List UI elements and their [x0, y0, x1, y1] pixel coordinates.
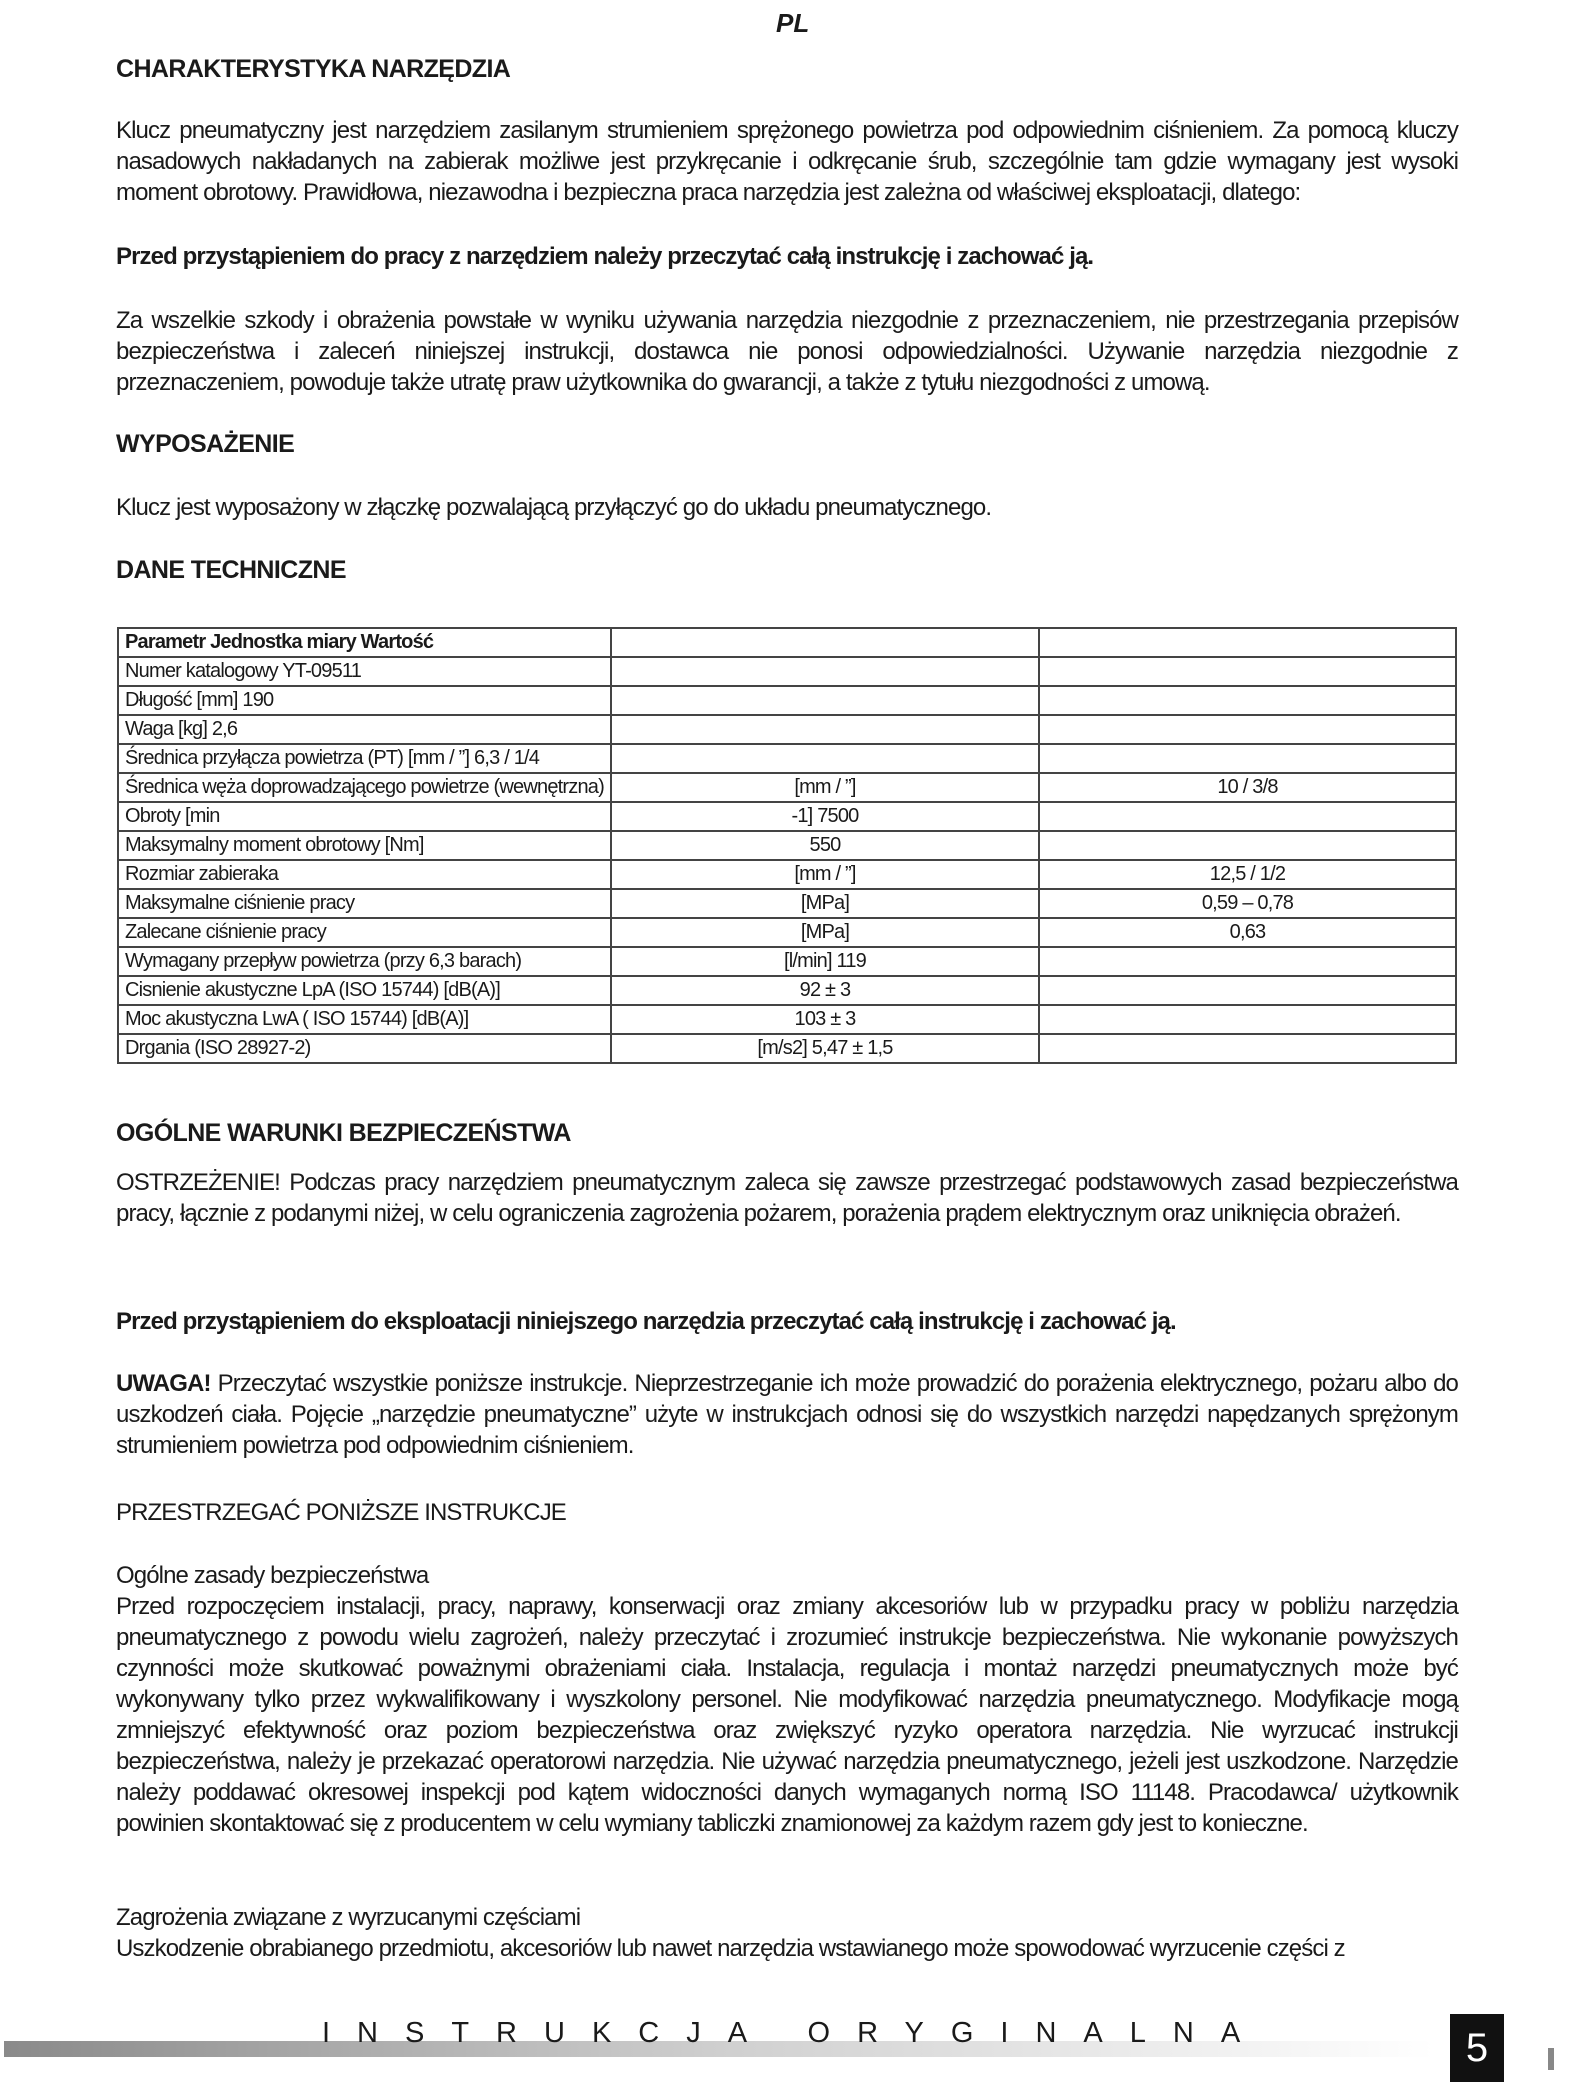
value-cell: 0,63: [1039, 918, 1456, 947]
unit-cell: [m/s2] 5,47 ± 1,5: [611, 1034, 1039, 1063]
safety-heading: OGÓLNE WARUNKI BEZPIECZEŃSTWA: [116, 1119, 571, 1147]
table-row: [118, 628, 1456, 657]
value-cell: [1039, 744, 1456, 773]
value-cell: [1039, 628, 1456, 657]
parameter-cell: Długość [mm] 190: [118, 686, 611, 715]
unit-cell: -1] 7500: [611, 802, 1039, 831]
value-cell: [1039, 1034, 1456, 1063]
unit-cell: [l/min] 119: [611, 947, 1039, 976]
unit-cell: 92 ± 3: [611, 976, 1039, 1005]
follow-instructions-heading: PRZESTRZEGAĆ PONIŻSZE INSTRUKCJE: [116, 1499, 566, 1526]
unit-cell: [MPa]: [611, 889, 1039, 918]
value-cell: [1039, 831, 1456, 860]
unit-cell: [MPa]: [611, 918, 1039, 947]
general-safety-title: Ogólne zasady bezpieczeństwa: [116, 1562, 429, 1589]
caution-label: UWAGA!: [116, 1370, 211, 1397]
table-row: [118, 1005, 1456, 1034]
ejected-parts-text: Uszkodzenie obrabianego przedmiotu, akcesoriów lub nawet narzędzia wstawianego może spowodować wyrzucenie części z: [116, 1935, 1345, 1962]
edge-mark: [1548, 2048, 1554, 2070]
parameter-cell: Zalecane ciśnienie pracy: [118, 918, 611, 947]
parameter-cell: Cisnienie akustyczne LpA (ISO 15744) [dB(A)]: [118, 976, 611, 1005]
parameter-cell: Maksymalne ciśnienie pracy: [118, 889, 611, 918]
table-row: [118, 657, 1456, 686]
equipment-text: Klucz jest wyposażony w złączkę pozwalającą przyłączyć go do układu pneumatycznego.: [116, 494, 992, 521]
value-cell: 12,5 / 1/2: [1039, 860, 1456, 889]
unit-cell: [611, 715, 1039, 744]
parameter-cell: Średnica przyłącza powietrza (PT) [mm / ”] 6,3 / 1/4: [118, 744, 611, 773]
unit-cell: 103 ± 3: [611, 1005, 1039, 1034]
tech-data-heading: DANE TECHNICZNE: [116, 556, 346, 584]
table-row: [118, 802, 1456, 831]
warning-text: Podczas pracy narzędziem pneumatycznym zaleca się zawsze przestrzegać podstawowych zasad bezpieczeństwa pracy, łącznie z podanymi niżej, w celu ograniczenia zagrożenia pożarem, porażenia prądem elektrycznym oraz uniknięcia obrażeń.: [116, 1169, 1458, 1227]
liability-text: Za wszelkie szkody i obrażenia powstałe w wyniku używania narzędzia niezgodnie z przeznaczeniem, nie przestrzegania przepisów bezpieczeństwa i zaleceń niniejszej instrukcji, dostawca nie ponosi odpowiedzialności. Używanie narzędzia niezgodnie z przeznaczeniem, powoduje także utratę praw użytkownika do gwarancji, a także z tytułu niezgodności z umową.: [116, 307, 1458, 396]
parameter-cell: Numer katalogowy YT-09511: [118, 657, 611, 686]
ejected-parts-title: Zagrożenia związane z wyrzucanymi częściami: [116, 1904, 581, 1931]
unit-cell: [mm / ”]: [611, 773, 1039, 802]
parameter-cell: Waga [kg] 2,6: [118, 715, 611, 744]
value-cell: [1039, 657, 1456, 686]
characteristics-text: Klucz pneumatyczny jest narzędziem zasilanym strumieniem sprężonego powietrza pod odpowiednim ciśnieniem. Za pomocą kluczy nasadowych nakładanych na zabierak możliwe jest przykręcanie i odkręcanie śrub, szczególnie tam gdzie wymagany jest wysoki moment obrotowy. Prawidłowa, niezawodna i bezpieczna praca narzędzia jest zależna od właściwej eksploatacji, dlatego:: [116, 117, 1458, 206]
value-cell: [1039, 947, 1456, 976]
warning-paragraph: [116, 1167, 1458, 1229]
parameter-cell: Rozmiar zabieraka: [118, 860, 611, 889]
value-cell: [1039, 802, 1456, 831]
table-row: [118, 715, 1456, 744]
characteristics-bold-note: Przed przystąpieniem do pracy z narzędziem należy przeczytać całą instrukcję i zachować ją.: [116, 243, 1094, 270]
parameter-cell: Obroty [min: [118, 802, 611, 831]
warning-label: OSTRZEŻENIE!: [116, 1169, 280, 1196]
footer-title: INSTRUKCJA ORYGINALNA: [322, 2017, 1268, 2049]
unit-cell: [611, 686, 1039, 715]
table-row: [118, 773, 1456, 802]
value-cell: [1039, 686, 1456, 715]
unit-cell: 550: [611, 831, 1039, 860]
caution-text: Przeczytać wszystkie poniższe instrukcje. Nieprzestrzeganie ich może prowadzić do porażenia elektrycznego, pożaru albo do uszkodzeń ciała. Pojęcie „narzędzie pneumatyczne” użyte w instrukcjach odnosi się do wszystkich narzędzi napędzanych sprężonym strumieniem powietrza pod odpowiednim ciśnieniem.: [116, 1370, 1458, 1459]
value-cell: [1039, 976, 1456, 1005]
tech-data-table: [117, 627, 1457, 1064]
table-row: [118, 744, 1456, 773]
parameter-cell: Średnica węża doprowadzającego powietrze (wewnętrzna): [118, 773, 611, 802]
table-row: [118, 976, 1456, 1005]
table-row: [118, 686, 1456, 715]
page-number: 5: [1450, 2014, 1504, 2082]
safety-bold-note: Przed przystąpieniem do eksploatacji niniejszego narzędzia przeczytać całą instrukcję i zachować ją.: [116, 1308, 1176, 1335]
general-safety-text: Przed rozpoczęciem instalacji, pracy, naprawy, konserwacji oraz zmiany akcesoriów lub w przypadku pracy w pobliżu narzędzia pneumatycznego z powodu wielu zagrożeń, należy przeczytać i zrozumieć instrukcje bezpieczeństwa. Nie wykonanie powyższych czynności może skutkować poważnymi obrażeniami ciała. Instalacja, regulacja i montaż narzędzi pneumatycznych może być wykonywany tylko przez wykwalifikowany i wyszkolony personel. Nie modyfikować narzędzia pneumatycznego. Modyfikacje mogą zmniejszyć efektywność oraz poziom bezpieczeństwa oraz zwiększyć ryzyko operatora narzędzia. Nie wyrzucać instrukcji bezpieczeństwa, należy je przekazać operatorowi narzędzia. Nie używać narzędzia pneumatycznego, jeżeli jest uszkodzone. Narzędzie należy poddawać okresowej inspekcji pod kątem widoczności danych wymaganych normą ISO 11148. Pracodawca/ użytkownik powinien skontaktować się z producentem w celu wymiany tabliczki znamionowej za każdym razem gdy jest to konieczne.: [116, 1593, 1458, 1837]
parameter-cell: Drgania (ISO 28927-2): [118, 1034, 611, 1063]
characteristics-heading: CHARAKTERYSTYKA NARZĘDZIA: [116, 55, 511, 83]
language-label: PL: [776, 8, 810, 38]
value-cell: 10 / 3/8: [1039, 773, 1456, 802]
unit-cell: [611, 744, 1039, 773]
parameter-cell: Moc akustyczna LwA ( ISO 15744) [dB(A)]: [118, 1005, 611, 1034]
table-row: [118, 889, 1456, 918]
table-row: [118, 1034, 1456, 1063]
unit-cell: [mm / ”]: [611, 860, 1039, 889]
parameter-cell: Parametr Jednostka miary Wartość: [118, 628, 611, 657]
unit-cell: [611, 628, 1039, 657]
table-row: [118, 860, 1456, 889]
table-row: [118, 947, 1456, 976]
caution-paragraph: [116, 1368, 1458, 1461]
parameter-cell: Wymagany przepływ powietrza (przy 6,3 barach): [118, 947, 611, 976]
value-cell: 0,59 – 0,78: [1039, 889, 1456, 918]
parameter-cell: Maksymalny moment obrotowy [Nm]: [118, 831, 611, 860]
unit-cell: [611, 657, 1039, 686]
value-cell: [1039, 1005, 1456, 1034]
table-row: [118, 831, 1456, 860]
table-row: [118, 918, 1456, 947]
value-cell: [1039, 715, 1456, 744]
equipment-heading: WYPOSAŻENIE: [116, 430, 295, 458]
